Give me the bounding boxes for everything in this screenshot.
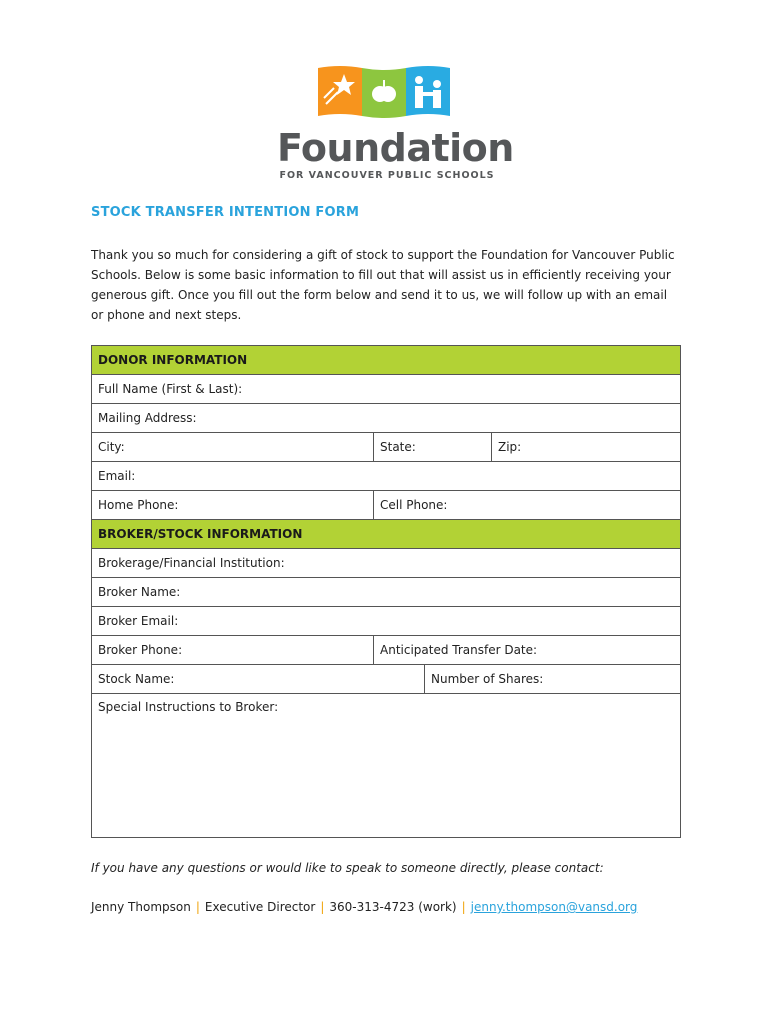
stock-name-field[interactable]: Stock Name: xyxy=(92,665,425,694)
state-field[interactable]: State: xyxy=(374,433,492,462)
logo-subtitle: FOR VANCOUVER PUBLIC SCHOOLS xyxy=(279,170,495,181)
intro-paragraph: Thank you so much for considering a gift of stock to support the Foundation for Vancouver Public Schools. Below is some basic information to fill out that will assist us in efficiently receiving your generous gift. Once you fill out the form below and send it to us, we will follow up with an email or phone and next steps. xyxy=(91,248,675,322)
special-instructions-field[interactable]: Special Instructions to Broker: xyxy=(92,694,681,838)
table-row xyxy=(92,607,681,636)
table-row xyxy=(92,491,681,520)
separator: | xyxy=(195,900,200,914)
transfer-date-field[interactable]: Anticipated Transfer Date: xyxy=(374,636,681,665)
stock-transfer-form-table xyxy=(91,345,681,838)
logo-wordmark: Foundation xyxy=(277,126,514,170)
form-title: STOCK TRANSFER INTENTION FORM xyxy=(91,205,360,220)
broker-section-header: BROKER/STOCK INFORMATION xyxy=(92,520,681,549)
flag-logo-icon xyxy=(318,64,458,120)
table-row xyxy=(92,462,681,491)
brokerage-institution-field[interactable]: Brokerage/Financial Institution: xyxy=(92,549,681,578)
table-row xyxy=(92,578,681,607)
broker-name-field[interactable]: Broker Name: xyxy=(92,578,681,607)
contact-name: Jenny Thompson xyxy=(91,900,191,914)
contact-title: Executive Director xyxy=(204,900,316,914)
table-row xyxy=(92,375,681,404)
contact-line xyxy=(91,900,637,914)
broker-phone-field[interactable]: Broker Phone: xyxy=(92,636,374,665)
mailing-address-field[interactable]: Mailing Address: xyxy=(92,404,681,433)
email-field[interactable]: Email: xyxy=(92,462,681,491)
cell-phone-field[interactable]: Cell Phone: xyxy=(374,491,681,520)
donor-section-header: DONOR INFORMATION xyxy=(92,346,681,375)
number-of-shares-field[interactable]: Number of Shares: xyxy=(425,665,681,694)
donor-header-row xyxy=(92,346,681,375)
home-phone-field[interactable]: Home Phone: xyxy=(92,491,374,520)
zip-field[interactable]: Zip: xyxy=(492,433,681,462)
table-row xyxy=(92,433,681,462)
table-row xyxy=(92,636,681,665)
table-row xyxy=(92,404,681,433)
separator: | xyxy=(461,900,466,914)
full-name-field[interactable]: Full Name (First & Last): xyxy=(92,375,681,404)
separator: | xyxy=(320,900,325,914)
contact-email-link[interactable]: jenny.thompson@vansd.org xyxy=(470,900,638,914)
table-row xyxy=(92,665,681,694)
broker-header-row xyxy=(92,520,681,549)
broker-email-field[interactable]: Broker Email: xyxy=(92,607,681,636)
foundation-logo xyxy=(277,64,514,184)
city-field[interactable]: City: xyxy=(92,433,374,462)
table-row xyxy=(92,549,681,578)
contact-question: If you have any questions or would like to speak to someone directly, please contact: xyxy=(91,861,604,875)
table-row xyxy=(92,694,681,838)
contact-phone: 360-313-4723 (work) xyxy=(329,900,457,914)
